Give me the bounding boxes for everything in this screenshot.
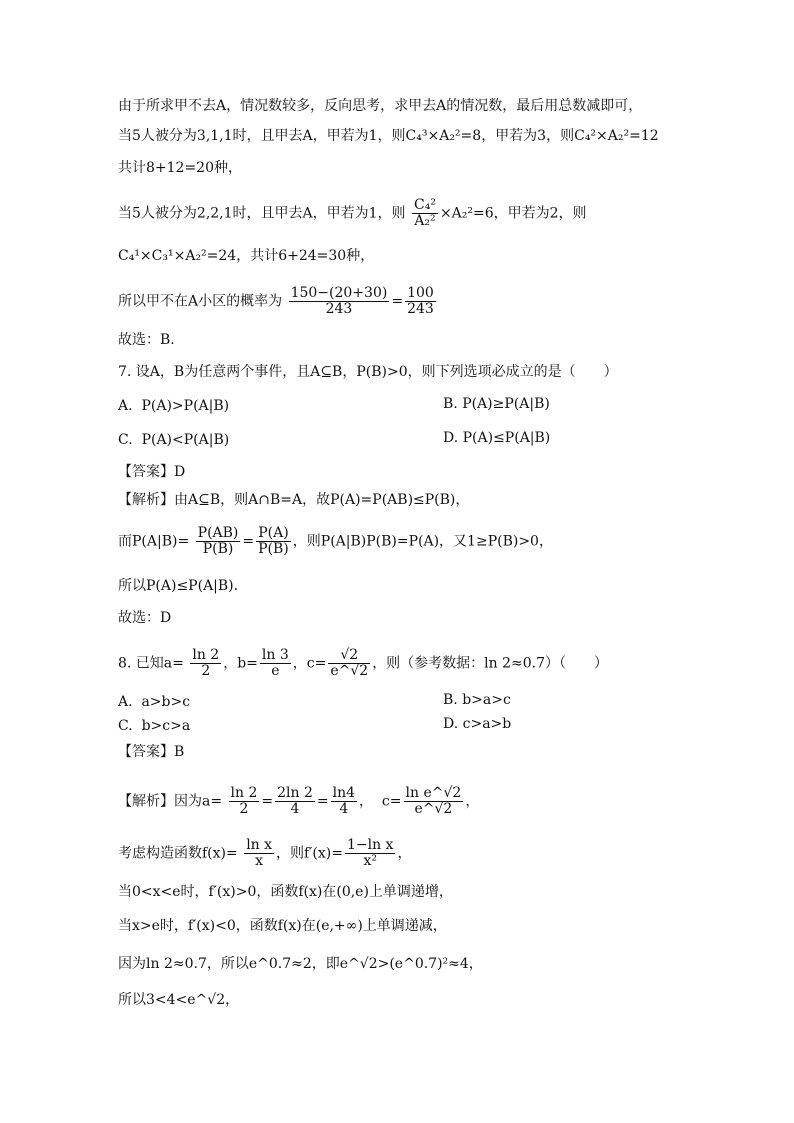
option-7d: D. P(A)≤P(A|B): [443, 430, 551, 446]
fraction: $\frac{P(AB)}{P(B)}$: [197, 525, 239, 557]
explanation-line: 【解析】由A⊆B，则A∩B=A，故P(A)=P(AB)≤P(B)，: [118, 492, 470, 508]
fraction: $\frac{100}{243}$: [407, 285, 434, 317]
explanation-line: 所以P(A)≤P(A|B).: [118, 578, 239, 594]
text-line: C₄¹×C₃¹×A₂²=24，共计6+24=30种，: [118, 248, 375, 264]
answer-7: 【答案】D: [118, 464, 186, 480]
explanation-line: 当0<x<e时，f′(x)>0，函数f(x)在(0,e)上单调递增，: [118, 884, 453, 900]
answer-8: 【答案】B: [118, 744, 185, 760]
fraction: $\frac{√2}{e\^{}√2}$: [330, 647, 369, 679]
fraction: $\frac{\text{ln x}}{x}$: [246, 837, 273, 869]
explanation-line: 因为ln 2≈0.7，所以e^0.7≈2，即e^√2>(e^0.7)²≈4，: [118, 956, 483, 972]
explanation-line: 所以3<4<e^√2，: [118, 992, 240, 1008]
fraction: $\frac{\ln 3}{e}$: [261, 647, 289, 679]
explanation-line: 故选：D: [118, 610, 172, 626]
question-7: 7. 设A，B为任意两个事件，且A⊆B，P(B)>0，则下列选项必成立的是（ ）: [118, 364, 618, 380]
option-7c: C. P(A)<P(A|B): [118, 432, 230, 448]
fraction: $\frac{2\ln 2}{4}$: [277, 785, 313, 817]
explanation-line: 而P(A|B)= $\frac{P(AB)}{P(B)}$ = $\frac{P(A)}{P(B)}$ ，则P(A|B)P(B)=P(A)，又1≥P(B)>0，: [118, 525, 553, 557]
fraction: $\frac{\ln 2}{2}$: [230, 785, 258, 817]
text-line: 当5人被分为3,1,1时，且甲去A，甲若为1，则C₄³×A₂²=8，甲若为3，则C₄²×A₂²=12: [118, 128, 659, 144]
text-line: 共计8+12=20种，: [118, 160, 242, 176]
option-8d: D. c>a>b: [443, 716, 512, 732]
text-line: 所以甲不在A小区的概率为 $\frac{150-(20+30)}{243}$ = $\frac{100}{243}$: [118, 285, 434, 317]
explanation-line: 【解析】因为a= $\frac{\ln 2}{2}$ = $\frac{2\ln 2}{4}$ = $\frac{\ln 4}{4}$ ， c= $\frac{\text{ln e\textasciicircum{}√2}}{e\^{}√2}$ ，: [118, 785, 480, 817]
question-8: 8. 已知a= $\frac{\ln 2}{2}$ ，b= $\frac{\ln 3}{e}$ ，c= $\frac{√2}{e\^{}√2}$ ，则（参考数据：ln 2≈0.7）（ ）: [118, 647, 609, 679]
fraction: $\frac{P(A)}{P(B)}$: [258, 525, 289, 557]
option-7b: B. P(A)≥P(A|B): [443, 396, 550, 412]
fraction: $\frac{\text{1−ln x}}{\text{x²}}$: [346, 837, 394, 869]
fraction: $\frac{\ln 4}{4}$: [332, 785, 356, 817]
text-line: 由于所求甲不去A，情况数较多，反向思考，求甲去A的情况数，最后用总数减即可，: [118, 98, 643, 114]
fraction: $\frac{\ln 2}{2}$: [192, 647, 220, 679]
option-8c: C. b>c>a: [118, 718, 191, 734]
explanation-line: 当x>e时，f′(x)<0，函数f(x)在(e,+∞)上单调递减，: [118, 918, 447, 934]
text-line: 故选：B.: [118, 332, 175, 348]
option-8a: A. a>b>c: [118, 694, 191, 710]
option-8b: B. b>a>c: [443, 692, 511, 708]
fraction: $\frac{150-(20+30)}{243}$: [290, 285, 388, 317]
option-7a: A. P(A)>P(A|B): [118, 398, 230, 414]
fraction: $\frac{\text{C₄²}}{\text{A₂²}}$: [414, 197, 436, 229]
explanation-line: 考虑构造函数f(x)= $\frac{\text{ln x}}{x}$ ，则f′(x)= $\frac{\text{1−ln x}}{\text{x²}}$ ，: [118, 837, 412, 869]
text-line: 当5人被分为2,2,1时，且甲去A，甲若为1，则 $\frac{\text{C₄²}}{\text{A₂²}}$ ×A₂²=6，甲若为2，则: [118, 197, 587, 229]
fraction: $\frac{\text{ln e\textasciicircum{}√2}}{e\^{}√2}$: [405, 785, 462, 817]
